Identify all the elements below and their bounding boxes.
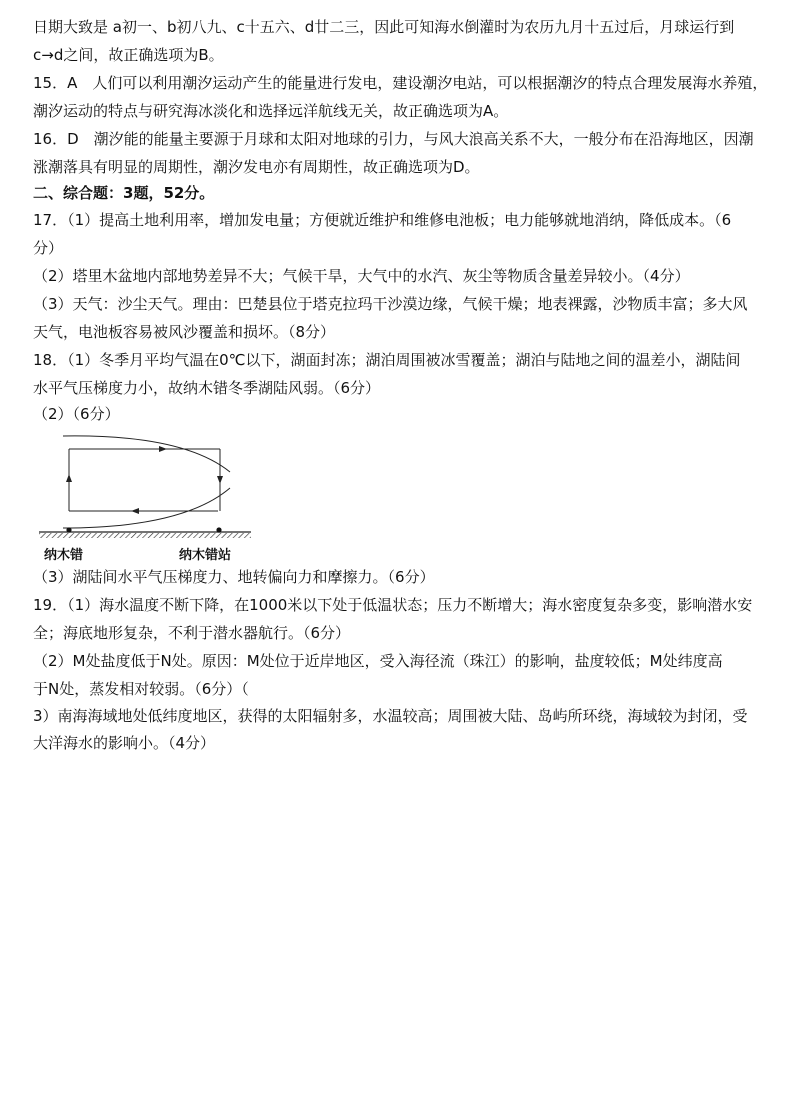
answer-19-1-line-2: 全；海底地形复杂，不利于潜水器航行。（6分）: [33, 624, 351, 642]
section-heading: 二、综合题：3题，52分。: [33, 184, 215, 202]
answer-18-1-line-1: 18．（1）冬季月平均气温在0℃以下，湖面封冻；湖泊周围被冰雪覆盖；湖泊与陆地之间的温差小，湖陆间: [33, 351, 741, 369]
answer-18-1-line-2: 水平气压梯度力小，故纳木错冬季湖陆风弱。（6分）: [33, 379, 381, 397]
answer-19-1-line-1: 19．（1）海水温度不断下降，在1000米以下处于低温状态；压力不断增大；海水密度复杂多变，影响潜水安: [33, 596, 753, 614]
answer-18-3: （3）湖陆间水平气压梯度力、地转偏向力和摩擦力。（6分）: [33, 568, 435, 586]
answer-16-line-2: 涨潮落具有明显的周期性，潮汐发电亦有周期性，故正确选项为D。: [33, 158, 480, 176]
lake-breeze-circulation-diagram: [33, 432, 263, 564]
left-up-arrow: [66, 474, 72, 482]
answer-17-3-line-2: 天气，电池板容易被风沙覆盖和损坏。（8分）: [33, 323, 336, 341]
answer-15-line-1: 15．A 人们可以利用潮汐运动产生的能量进行发电，建设潮汐电站，可以根据潮汐的特点合理发展海水养殖，: [33, 74, 768, 92]
ground-hatch: [39, 533, 251, 538]
upper-isobar: [63, 436, 230, 472]
lower-isobar: [63, 488, 230, 528]
answer-17-1-line-2: 分）: [33, 239, 64, 257]
answer-17-3-line-1: （3）天气：沙尘天气。理由：巴楚县位于塔克拉玛干沙漠边缘，气候干燥；地表裸露，沙物质丰富；多大风: [33, 295, 748, 313]
answer-19-2-line-2: 于N处，蒸发相对较弱。（6分）（: [33, 680, 249, 698]
answer-15-line-2: 潮汐运动的特点与研究海冰淡化和选择远洋航线无关，故正确选项为A。: [33, 102, 509, 120]
answer-16-line-1: 16．D 潮汐能的能量主要源于月球和太阳对地球的引力，与风大浪高关系不大，一般分布在沿海地区，因潮: [33, 130, 754, 148]
lower-flow-arrow: [131, 508, 139, 514]
answer-18-2: （2）（6分）: [33, 405, 120, 423]
answer-19-2-line-1: （2）M处盐度低于N处。原因：M处位于近岸地区，受入海径流（珠江）的影响，盐度较低；M处纬度高: [33, 652, 723, 670]
station-point: [216, 527, 221, 532]
label-namtso-station: 纳木错站: [179, 548, 232, 563]
upper-flow-arrow: [159, 446, 167, 452]
answer-17-2: （2）塔里木盆地内部地势差异不大；气候干旱，大气中的水汽、灰尘等物质含量差异较小。（4分）: [33, 267, 690, 285]
answer-19-3-line-1: 3）南海海域地处低纬度地区，获得的太阳辐射多，水温较高；周围被大陆、岛屿所环绕，海域较为封闭，受: [33, 707, 748, 725]
answer-19-3-line-2: 大洋海水的影响小。（4分）: [33, 734, 216, 752]
text-line-1: 日期大致是 a初一、b初八九、c十五六、d廿二三，因此可知海水倒灌时为农历九月十五过后，月球运行到: [33, 18, 735, 36]
answer-17-1-line-1: 17．（1）提高土地利用率，增加发电量；方便就近维护和维修电池板；电力能够就地消纳，降低成本。（6: [33, 211, 732, 229]
text-line-2: c→d之间，故正确选项为B。: [33, 46, 224, 64]
right-down-arrow: [217, 476, 223, 484]
lake-point: [66, 527, 71, 532]
label-namtso: 纳木错: [44, 548, 84, 563]
